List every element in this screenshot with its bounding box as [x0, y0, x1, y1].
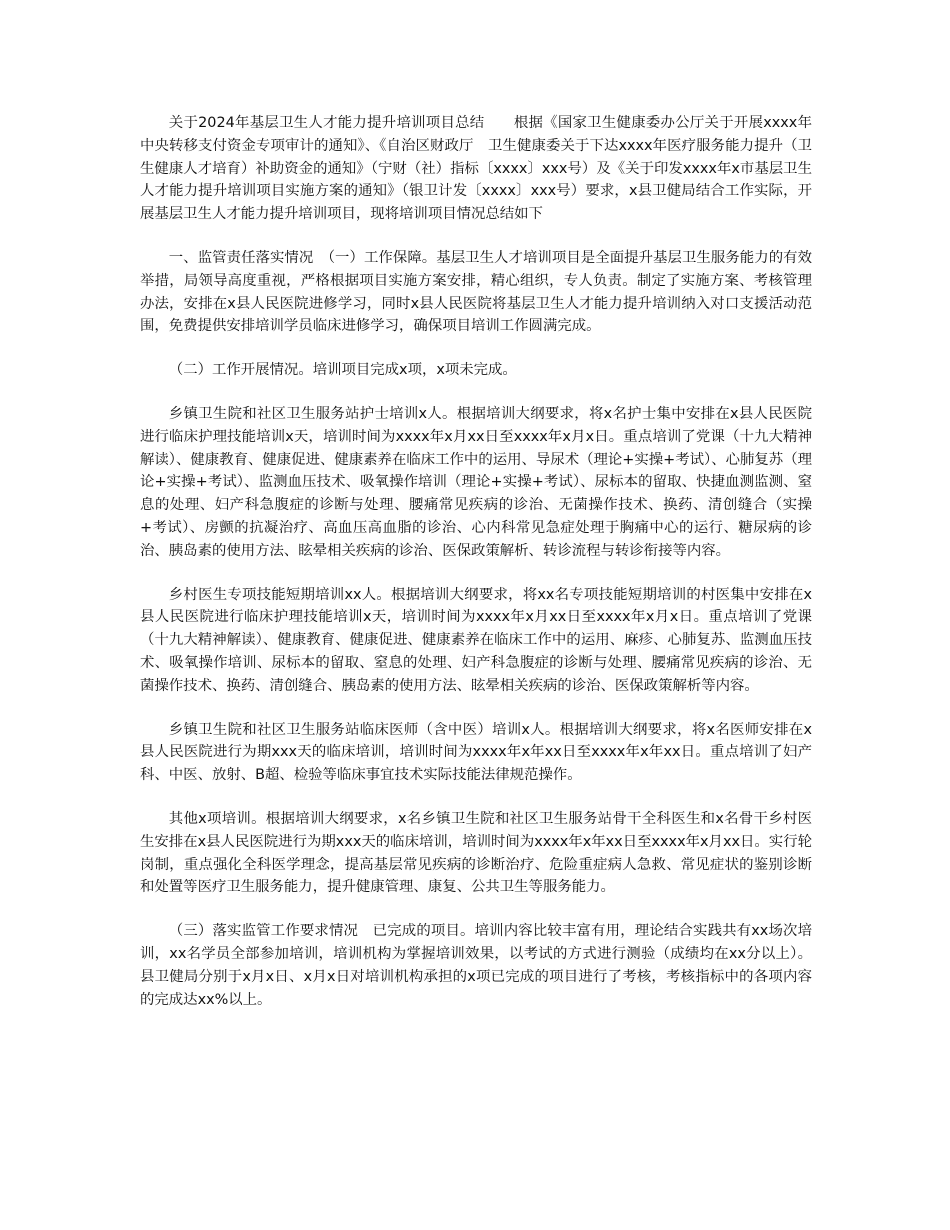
clinician-training-paragraph: 乡镇卫生院和社区卫生服务站临床医师（含中医）培训x人。根据培训大纲要求，将x名医师安排在x县人民医院进行为期xxx天的临床培训，培训时间为xxxx年x年xx日至xxxx年x年xx日。重点培训了妇产科、中医、放射、B超、检验等临床事宜技术实际技能法律规范操作。 — [140, 721, 812, 784]
village-doctor-training-paragraph: 乡村医生专项技能短期培训xx人。根据培训大纲要求，将xx名专项技能短期培训的村医集中安排在x县人民医院进行临床护理技能培训x天，培训时间为xxxx年x月xx日至xxxx年x月x日。重点培训了党课（十九大精神解读）、健康教育、健康促进、健康素养在临床工作中的运用、麻疹、心肺复苏、监测血压技术、吸氧操作培训、尿标本的留取、窒息的处理、妇产科急腹症的诊断与处理、腰痛常见疾病的诊治、无菌操作技术、换药、清创缝合、胰岛素的使用方法、眩晕相关疾病的诊治、医保政策解析等内容。 — [140, 586, 812, 694]
nurse-training-paragraph: 乡镇卫生院和社区卫生服务站护士培训x人。根据培训大纲要求，将x名护士集中安排在x县人民医院进行临床护理技能培训x天，培训时间为xxxx年x月xx日至xxxx年x月x日。重点培训了党课（十九大精神解读）、健康教育、健康促进、健康素养在临床工作中的运用、导尿术（理论+实操+考试）、心肺复苏（理论+实操+考试）、监测血压技术、吸氧操作培训（理论+实操+考试）、尿标本的留取、快捷血测监测、窒息的处理、妇产科急腹症的诊断与处理、腰痛常见疾病的诊治、无菌操作技术、换药、清创缝合（实操+考试）、房颤的抗凝治疗、高血压高血脂的诊治、心内科常见急症处理于胸痛中心的运行、糖尿病的诊治、胰岛素的使用方法、眩晕相关疾病的诊治、医保政策解析、转诊流程与转诊衔接等内容。 — [140, 405, 812, 559]
section-1-paragraph: 一、监管责任落实情况 （一）工作保障。基层卫生人才培训项目是全面提升基层卫生服务能力的有效举措，局领导高度重视，严格根据项目实施方案安排，精心组织，专人负责。制定了实施方案、考核管理办法，安排在x县人民医院进修学习，同时x县人民医院将基层卫生人才能力提升培训纳入对口支援活动范围，免费提供安排培训学员临床进修学习，确保项目培训工作圆满完成。 — [140, 249, 812, 335]
section-2-paragraph: （二）工作开展情况。培训项目完成x项，x项未完成。 — [168, 362, 517, 379]
document-body — [140, 112, 812, 1032]
intro-paragraph: 关于2024年基层卫生人才能力提升培训项目总结 根据《国家卫生健康委办公厅关于开展xxxx年中央转移支付资金专项审计的通知》、《自治区财政厅 卫生健康委关于下达xxxx年医疗服务能力提升（卫生健康人才培育）补助资金的通知》（宁财（社）指标〔xxxx〕xxx号）及《关于印发xxxx年x市基层卫生人才能力提升培训项目实施方案的通知》（银卫计发〔xxxx〕xxx号）要求，x县卫健局结合工作实际，开展基层卫生人才能力提升培训项目，现将培训项目情况总结如下 — [140, 115, 812, 223]
section-3-paragraph: （三）落实监管工作要求情况 已完成的项目。培训内容比较丰富有用，理论结合实践共有xx场次培训，xx名学员全部参加培训，培训机构为掌握培训效果，以考试的方式进行测验（成绩均在xx分以上）。县卫健局分别于x月x日、x月x日对培训机构承担的x项已完成的项目进行了考核，考核指标中的各项内容的完成达xx%以上。 — [140, 923, 812, 1008]
other-training-paragraph: 其他x项培训。根据培训大纲要求，x名乡镇卫生院和社区卫生服务站骨干全科医生和x名骨干乡村医生安排在x县人民医院进行为期xxx天的临床培训，培训时间为xxxx年x年xx日至xxxx年x月xx日。实行轮岗制，重点强化全科医学理念，提高基层常见疾病的诊断治疗、危险重症病人急救、常见症状的鉴别诊断和处置等医疗卫生服务能力，提升健康管理、康复、公共卫生等服务能力。 — [140, 810, 812, 896]
